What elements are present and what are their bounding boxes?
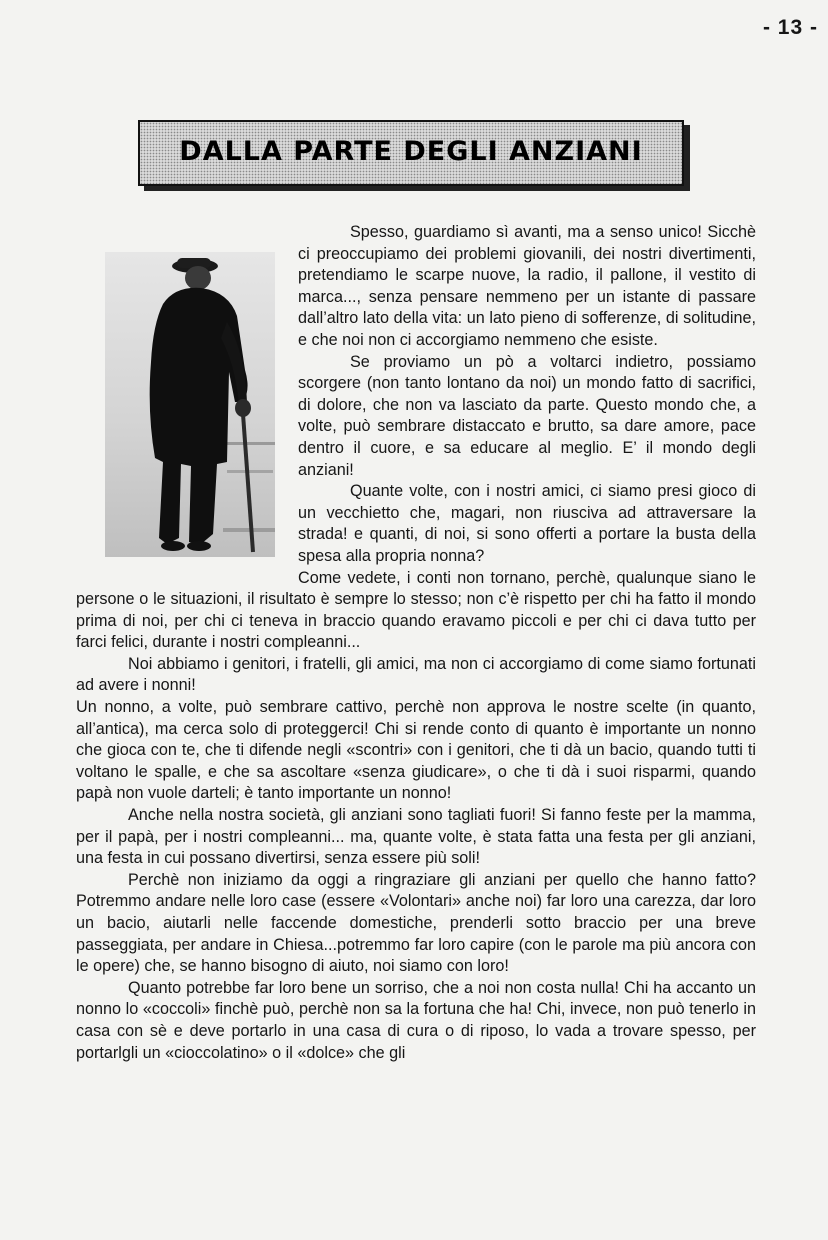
title-banner <box>138 120 684 186</box>
paragraph-4: Come vedete, i conti non tornano, perchè, qualunque siano le persone o le situazioni, il risultato è sempre lo stesso; non c’è rispetto per chi ha fatto il mondo prima di noi, per chi ci teneva in braccio quando eravamo piccoli e per chi ci dava tutto per farci felici, durante i nostri compleanni... <box>76 568 756 652</box>
photo-spacer <box>76 222 298 578</box>
article-body <box>76 222 756 1064</box>
paragraph-5: Noi abbiamo i genitori, i fratelli, gli amici, ma non ci accorgiamo di come siamo fortunati ad avere i nonni! <box>76 654 756 695</box>
paragraph-8: Perchè non iniziamo da oggi a ringraziare gli anziani per quello che hanno fatto? Potremmo andare nelle loro case (essere «Volontari» anche noi) far loro una carezza, dar loro un bacio, aiutarli nelle faccende domestiche, prenderli sotto braccio per una breve passeggiata, per andare in Chiesa...potremmo far loro capire (con le parole ma più ancora con le opere) che, se hanno bisogno di aiuto, noi siamo con loro! <box>76 870 756 976</box>
page-number: - 13 - <box>762 16 818 39</box>
paragraph-3: Quante volte, con i nostri amici, ci siamo presi gioco di un vecchietto che, magari, non riusciva ad attraversare la strada! e quanti, di noi, si sono offerti a portare la busta della spesa alla propria nonna? <box>298 482 756 565</box>
paragraph-7: Anche nella nostra società, gli anziani sono tagliati fuori! Si fanno feste per la mamma, per il papà, per i nostri compleanni... ma, quante volte, è stata fatta una festa per gli anziani, una festa in cui possano divertirsi, senza essere più soli! <box>76 806 756 868</box>
paragraph-2: Se proviamo un pò a voltarci indietro, possiamo scorgere (non tanto lontano da noi) un mondo fatto di sacrifici, di dolore, che non va lasciato da parte. Questo mondo che, a volte, può sembrare distaccato e brutto, sa dare amore, pace dentro il cuore, e sa educare al meglio. E’ il mondo degli anziani! <box>298 352 756 479</box>
page-title: DALLA PARTE DEGLI ANZIANI <box>179 136 643 167</box>
paragraph-1: Spesso, guardiamo sì avanti, ma a senso unico! Sicchè ci preoccupiamo dei problemi giovanili, dei nostri divertimenti, pretendiamo le scarpe nuove, la radio, il pallone, il vestito di marca..., senza pensare nemmeno per un istante di passare dall’altro lato della vita: un lato pieno di sofferenze, di solitudine, e che noi non ci accorgiamo nemmeno che esiste. <box>298 223 756 349</box>
paragraph-9: Quanto potrebbe far loro bene un sorriso, che a noi non costa nulla! Chi ha accanto un nonno lo «coccoli» finchè può, perchè non sa la fortuna che ha! Chi, invece, non può tenerlo in casa con sè e deve portarlo in una casa di cura o di riposo, lo vada a trovare spesso, per portarlgli un «cioccolatino» o il «dolce» che gli <box>76 978 756 1062</box>
paragraph-6: Un nonno, a volte, può sembrare cattivo, perchè non approva le nostre scelte (in quanto, all’antica), ma cerca solo di proteggerci! Chi si rende conto di quanto è importante un nonno che gioca con te, che ti difende negli «scontri» con i genitori, che ti dà un bacio, quando tutti ti voltano le spalle, e che sa ascoltare «senza giudicare», o che ti dà i suoi risparmi, quando papà non vuole darteli; è tanto importante un nonno! <box>76 698 756 803</box>
